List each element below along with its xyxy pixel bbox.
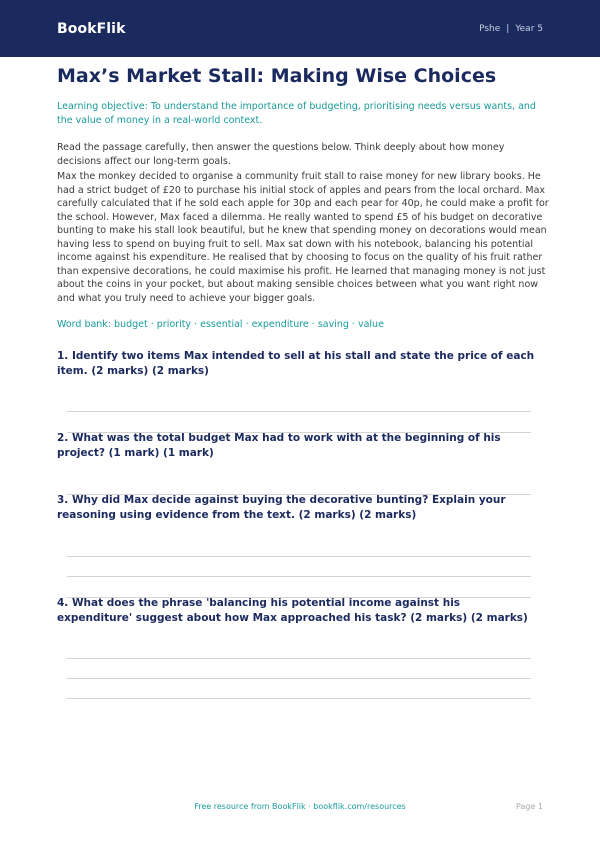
subject-label: Pshe (479, 23, 501, 34)
header-bar (0, 0, 600, 57)
page-number: Page 1 (516, 802, 543, 811)
word-bank: Word bank: budget · priority · essential · expenditure · saving · value (57, 319, 384, 330)
answer-line-q4-4[interactable] (67, 698, 531, 699)
subject-year (479, 24, 543, 34)
answer-line-q3-1[interactable] (67, 494, 531, 495)
answer-line-q4-1[interactable] (67, 597, 531, 598)
reading-passage: Max the monkey decided to organise a community fruit stall to raise money for new library books. He had a strict budget of £20 to purchase his initial stock of apples and pears from the local orchard. Max carefully calculated that if he sold each apple for 30p and each pear for 40p, he could make a profit for the school. However, Max faced a dilemma. He really wanted to spend £5 of his budget on decorative bunting to make his stall look beautiful, but he knew that spending money on decorations would mean having less to spend on buying fruit to sell. Max sat down with his notebook, balancing his potential income against his expenditure. He realised that by choosing to focus on the quality of his fruit rather than expensive decorations, he could maximise his profit. He learned that managing money is not just about the coins in your pocket, but about making sensible choices between what you want right now and what you truly need to achieve your bigger goals. (57, 171, 549, 304)
answer-line-q3-3[interactable] (67, 576, 531, 577)
instructions: Read the passage carefully, then answer the questions below. Think deeply about how money decisions affect our long-term goals. (57, 142, 505, 167)
question-2: 2. What was the total budget Max had to work with at the beginning of his project? (1 mark) (1 mark) (57, 432, 501, 459)
question-1: 1. Identify two items Max intended to sell at his stall and state the price of each item. (2 marks) (2 marks) (57, 350, 535, 377)
answer-line-q2-1[interactable] (67, 432, 531, 433)
meta-separator: | (506, 23, 510, 34)
brand-logo[interactable]: BookFlik (57, 20, 126, 37)
question-3: 3. Why did Max decide against buying the decorative bunting? Explain your reasoning using evidence from the text. (2 marks) (2 marks) (57, 494, 506, 521)
question-4: 4. What does the phrase 'balancing his potential income against his expenditure' suggest about how Max approached his task? (2 marks) (2 marks) (57, 597, 528, 624)
answer-line-q1-1[interactable] (67, 411, 531, 412)
answer-line-q3-2[interactable] (67, 556, 531, 557)
answer-line-q4-3[interactable] (67, 678, 531, 679)
footer-resource-link[interactable]: Free resource from BookFlik · bookflik.com/resources (194, 802, 406, 811)
learning-objective: Learning objective: To understand the importance of budgeting, prioritising needs versus wants, and the value of money in a real-world context. (57, 101, 536, 126)
year-label: Year 5 (515, 23, 543, 34)
answer-line-q4-2[interactable] (67, 658, 531, 659)
page-title: Max’s Market Stall: Making Wise Choices (57, 65, 497, 87)
